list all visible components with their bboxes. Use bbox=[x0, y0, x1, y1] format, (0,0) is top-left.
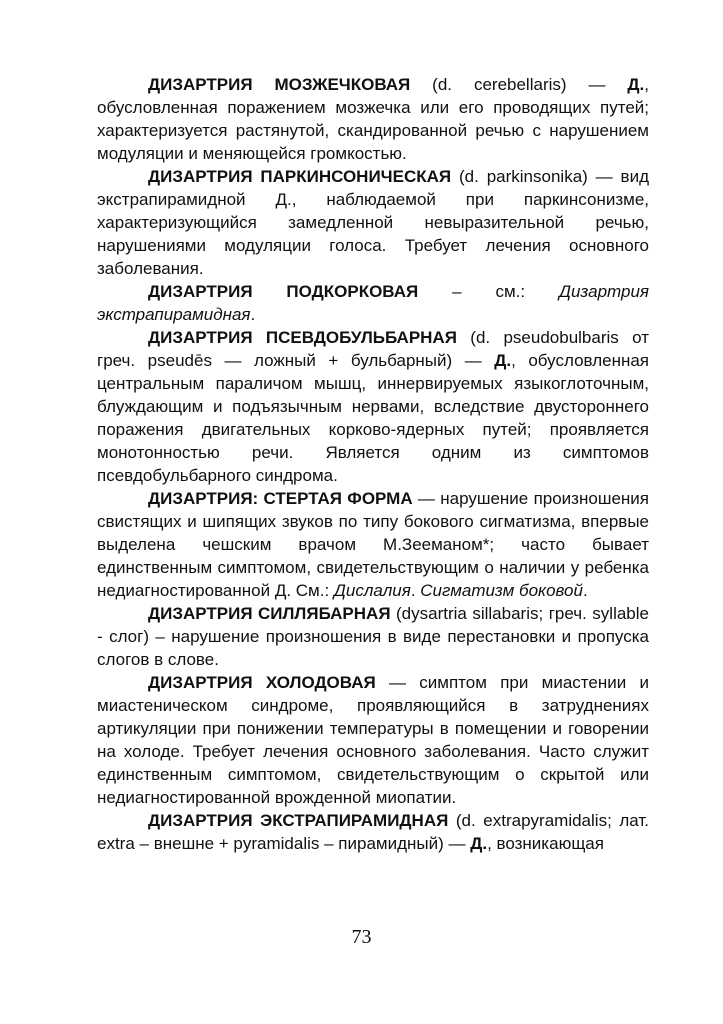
entry-dysarthria-subcortical bbox=[97, 280, 649, 326]
entry-term: ДИЗАРТРИЯ ПОДКОРКОВАЯ bbox=[148, 282, 419, 301]
entry-body: , возникающая bbox=[487, 834, 604, 853]
entry-abbr: Д. bbox=[470, 834, 488, 853]
entry-term: ДИЗАРТРИЯ ХОЛОДОВАЯ bbox=[148, 673, 376, 692]
entry-term: ДИЗАРТРИЯ ПАРКИНСОНИЧЕСКАЯ bbox=[148, 167, 452, 186]
entry-body: (dysartria sillabaris; греч. syllable - слог) – нарушение произношения в виде перестановки и пропуска слогов в слове. bbox=[97, 604, 649, 669]
entry-body: – см.: bbox=[418, 282, 559, 301]
entry-dysarthria-syllabic bbox=[97, 602, 649, 671]
entry-dysarthria-cold bbox=[97, 671, 649, 809]
entry-end: . bbox=[582, 581, 588, 600]
entry-cross-reference: Дислалия bbox=[333, 581, 411, 600]
entry-body: — нарушение произношения свистящих и шипящих звуков по типу бокового сигматизма, впервые выделена чешским врачом М.Зееманом*; часто бывает единственным симптомом, свидетельствующим о наличии у ребенка недиагностированной Д. См.: bbox=[97, 489, 650, 600]
entry-dysarthria-cerebellar bbox=[97, 73, 649, 165]
entry-term: ДИЗАРТРИЯ ЭКСТРАПИРАМИДНАЯ bbox=[148, 811, 449, 830]
entry-body: , обусловленная центральным параличом мышц, иннервируемых языкоглоточным, блуждающим и подъязычным нервами, вследствие двустороннего поражения двигательных корково-ядерных путей; проявляется монотонностью речи. Является одним из симптомов псевдобульбарного синдрома. bbox=[97, 351, 649, 485]
entry-abbr: Д. bbox=[494, 351, 512, 370]
entry-term: ДИЗАРТРИЯ СИЛЛЯБАРНАЯ bbox=[148, 604, 391, 623]
entry-body: (d. cerebellaris) — bbox=[410, 75, 628, 94]
entry-body: (d. parkinsonika) — вид экстрапирамидной Д., наблюдаемой при паркинсонизме, характеризующийся замедленной невыразительной речью, нарушениями модуляции голоса. Требует лечения основного заболевания. bbox=[97, 167, 649, 278]
entry-end: . bbox=[250, 305, 256, 324]
entry-body: , обусловленная поражением мозжечка или его проводящих путей; характеризуется растянутой, скандированной речью с нарушением модуляции и меняющейся громкостью. bbox=[97, 75, 649, 163]
entry-cross-reference: Дизартрия экстрапирамидная bbox=[97, 282, 649, 324]
entry-dysarthria-parkinsonian bbox=[97, 165, 649, 280]
entry-dysarthria-extrapyramidal bbox=[97, 809, 649, 855]
entry-separator: . bbox=[410, 581, 421, 600]
entry-dysarthria-pseudobulbar bbox=[97, 326, 649, 487]
entry-cross-reference: Сигматизм боковой bbox=[420, 581, 583, 600]
page-number: 73 bbox=[351, 926, 372, 948]
entry-term: ДИЗАРТРИЯ ПСЕВДОБУЛЬБАРНАЯ bbox=[148, 328, 457, 347]
entry-body: (d. extrapyramidalis; лат. extra – внешне + pyramidalis – пирамидный) — bbox=[97, 811, 649, 853]
entry-term: ДИЗАРТРИЯ: СТЕРТАЯ ФОРМА bbox=[148, 489, 413, 508]
entry-body: — симптом при миастении и миастеническом синдроме, проявляющийся в затруднениях артикуляции при понижении температуры в помещении и говорении на холоде. Требует лечения основного заболевания. Часто служит единственным симптомом, свидетельствующим о скрытой или недиагностированной врожденной миопатии. bbox=[97, 673, 650, 807]
dictionary-text bbox=[97, 73, 649, 855]
entry-body: (d. pseudobulbaris от греч. pseudēs — ложный + бульбарный) — bbox=[97, 328, 649, 370]
entry-abbr: Д. bbox=[627, 75, 645, 94]
entry-dysarthria-erased-form bbox=[97, 487, 649, 602]
entry-term: ДИЗАРТРИЯ МОЗЖЕЧКОВАЯ bbox=[148, 75, 411, 94]
